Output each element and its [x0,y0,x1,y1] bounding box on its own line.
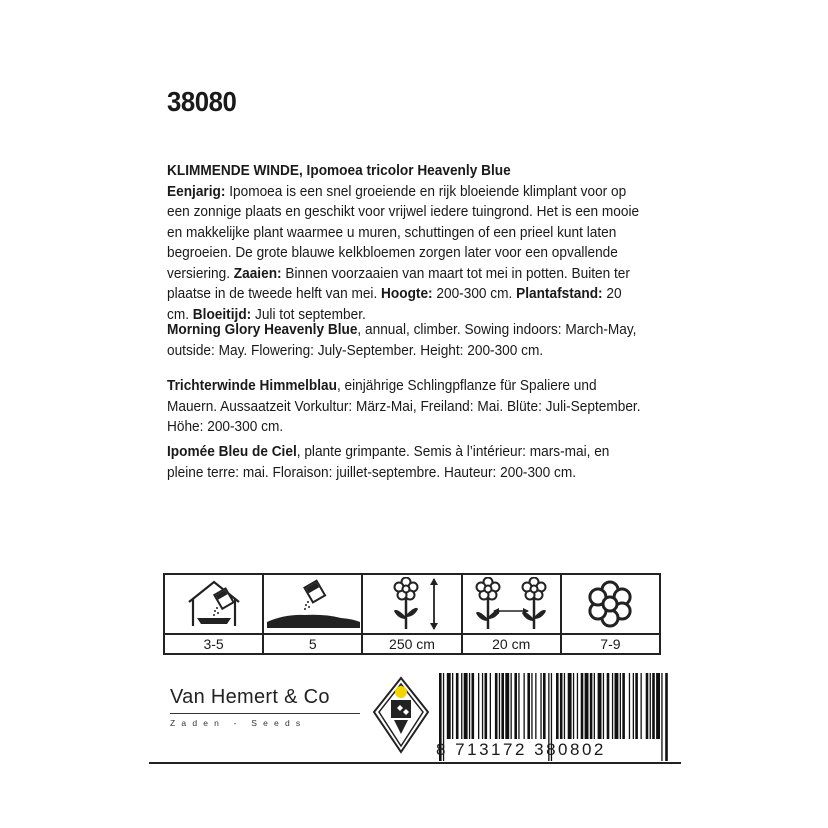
dutch-description [167,161,645,325]
icon-value-greenhouse: 3-5 [203,636,224,652]
brand-tagline: Zaden - Seeds [170,718,307,728]
icon-cell-greenhouse [165,575,264,653]
sowing-label: Zaaien: [233,265,282,282]
greenhouse-sowing-icon [179,578,249,630]
brand-logo-icon [372,676,430,756]
plant-height-icon [372,577,452,631]
brand-block [170,686,368,728]
dutch-spacing: 20 cm. [167,286,622,323]
barcode-number: 8 713172 380802 [436,740,606,759]
french-name: Ipomée Bleu de Ciel [167,444,297,460]
cultivation-icons-table [163,573,661,655]
plant-spacing-icon [466,577,556,631]
german-text: , einjährige Schlingpflanze für Spaliere und Mauern. Aussaatzeit Vorkultur: März-Mai, Freiland: Mai. Blüte: Juli-September. Höhe: 200-300 cm. [167,378,641,435]
dutch-height: 200-300 cm. [432,286,517,302]
french-description [167,442,645,483]
french-text: , plante grimpante. Semis à l’intérieur: mars-mai, en pleine terre: mai. Floraison: juillet-septembre. Hauteur: 200-300 cm. [167,444,610,481]
german-description [167,376,645,438]
english-text: , annual, climber. Sowing indoors: March-May, outside: May. Flowering: July-September. Height: 200-300 cm. [167,322,637,359]
brand-divider [170,713,360,714]
dutch-intro: Ipomoea is een snel groeiende en rijk bloeiende klimplant voor op een zonnige plaats en geschikt voor vrijwel iedere tuingrond. Het is een mooie en makkelijke plant waarmee u muren, schuttingen of een prieel kunt laten begroeien. De grote blauwe kelkbloemen zorgen later voor een opvallende versiering. [167,183,640,282]
dutch-bloom: Juli tot september. [251,306,366,323]
icon-cell-outdoor [264,575,363,653]
outdoor-sowing-icon [265,578,361,630]
spacing-label: Plantafstand: [516,286,603,302]
icon-value-outdoor: 5 [308,636,317,652]
annual-label: Eenjarig: [167,183,226,200]
english-name: Morning Glory Heavenly Blue [167,322,358,338]
height-label: Hoogte: [381,286,433,302]
dutch-sowing: Binnen voorzaaien van maart tot mei in potten. Buiten ter plaatse in de tweede helft van mei. [167,265,630,302]
icon-cell-flowering [562,575,659,653]
brand-name: Van Hemert & Co [170,686,330,708]
german-name: Trichterwinde Himmelblau [167,378,337,394]
icon-cell-height [363,575,462,653]
product-code: 38080 [167,86,237,117]
icon-cell-spacing [463,575,562,653]
english-description [167,320,645,361]
icon-value-height: 250 cm [389,636,435,652]
icon-value-spacing: 20 cm [492,636,531,652]
bottom-divider [149,762,681,764]
flowering-icon [583,577,637,631]
bloom-label: Bloeitijd: [192,306,252,323]
dutch-title: KLIMMENDE WINDE, Ipomoea tricolor Heavenly Blue [167,163,511,179]
icon-value-flowering: 7-9 [600,636,621,652]
